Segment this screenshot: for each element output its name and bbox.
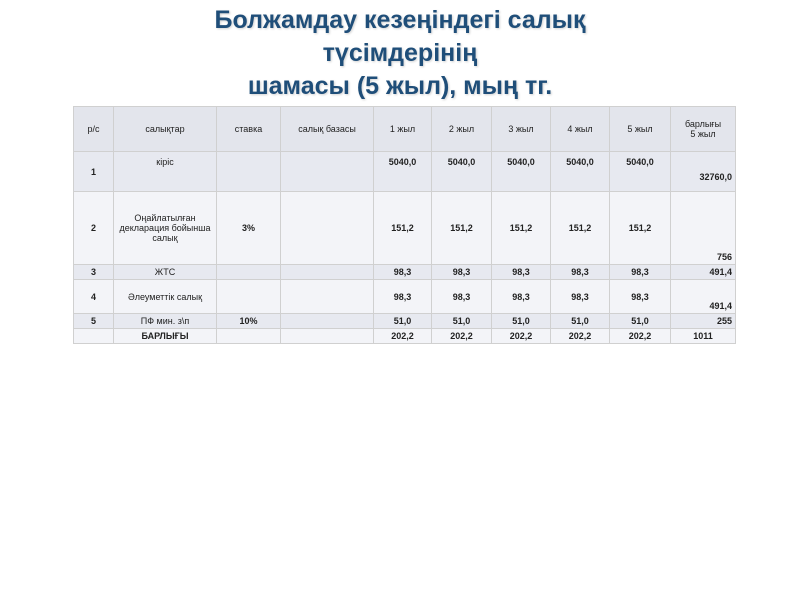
header-total-line-2: 5 жыл: [690, 129, 716, 139]
header-num: р/с: [74, 107, 114, 152]
cell-tax: Әлеуметтік салық: [114, 280, 217, 314]
cell-year-1: 151,2: [374, 192, 432, 265]
cell-base: [281, 192, 374, 265]
tax-table-container: [73, 106, 735, 341]
cell-rate: [217, 152, 281, 192]
table-row: [74, 152, 736, 192]
cell-total: 491,4: [671, 280, 736, 314]
table-row: [74, 192, 736, 265]
cell-num: 2: [74, 192, 114, 265]
cell-year-3: 151,2: [492, 192, 551, 265]
cell-year-3: 98,3: [492, 280, 551, 314]
cell-rate: 10%: [217, 314, 281, 329]
cell-year-4: 98,3: [551, 280, 610, 314]
cell-tax: БАРЛЫҒЫ: [114, 329, 217, 344]
header-year-4: 4 жыл: [551, 107, 610, 152]
cell-year-2: 51,0: [432, 314, 492, 329]
cell-year-5: 5040,0: [610, 152, 671, 192]
cell-year-2: 98,3: [432, 265, 492, 280]
cell-year-1: 5040,0: [374, 152, 432, 192]
cell-num: 1: [74, 152, 114, 192]
cell-base: [281, 265, 374, 280]
cell-year-3: 98,3: [492, 265, 551, 280]
table-row: [74, 280, 736, 314]
title-line-3: шамасы (5 жыл), мың тг.: [247, 72, 553, 100]
cell-total: 255: [671, 314, 736, 329]
cell-rate: [217, 329, 281, 344]
header-year-1: 1 жыл: [374, 107, 432, 152]
header-total-line-1: барлығы: [684, 119, 722, 129]
cell-year-4: 5040,0: [551, 152, 610, 192]
cell-year-4: 98,3: [551, 265, 610, 280]
cell-num: [74, 329, 114, 344]
cell-num: 4: [74, 280, 114, 314]
table-row: [74, 329, 736, 344]
header-base: салық базасы: [281, 107, 374, 152]
header-total: [671, 107, 736, 152]
cell-rate: [217, 265, 281, 280]
cell-year-3: 51,0: [492, 314, 551, 329]
cell-tax: Оңайлатылған декларация бойынша салық: [114, 192, 217, 265]
cell-year-2: 202,2: [432, 329, 492, 344]
header-year-5: 5 жыл: [610, 107, 671, 152]
cell-rate: [217, 280, 281, 314]
header-rate: ставка: [217, 107, 281, 152]
cell-year-1: 98,3: [374, 265, 432, 280]
cell-rate: 3%: [217, 192, 281, 265]
cell-year-1: 98,3: [374, 280, 432, 314]
table-row: [74, 314, 736, 329]
cell-year-3: 5040,0: [492, 152, 551, 192]
cell-year-2: 151,2: [432, 192, 492, 265]
cell-num: 3: [74, 265, 114, 280]
cell-total: 491,4: [671, 265, 736, 280]
cell-tax: ПФ мин. з\п: [114, 314, 217, 329]
cell-tax: кіріс: [114, 152, 217, 192]
tax-table: [73, 106, 736, 344]
cell-total: 1011: [671, 329, 736, 344]
cell-year-4: 202,2: [551, 329, 610, 344]
header-tax: салықтар: [114, 107, 217, 152]
cell-total: 756: [671, 192, 736, 265]
cell-tax: ЖТС: [114, 265, 217, 280]
cell-year-3: 202,2: [492, 329, 551, 344]
cell-year-5: 98,3: [610, 280, 671, 314]
cell-year-4: 151,2: [551, 192, 610, 265]
cell-year-2: 5040,0: [432, 152, 492, 192]
title-line-1: Болжамдау кезеңіндегі салық: [214, 6, 586, 34]
table-header-row: [74, 107, 736, 152]
table-row: [74, 265, 736, 280]
cell-base: [281, 152, 374, 192]
cell-num: 5: [74, 314, 114, 329]
cell-year-5: 202,2: [610, 329, 671, 344]
header-year-3: 3 жыл: [492, 107, 551, 152]
header-year-2: 2 жыл: [432, 107, 492, 152]
cell-year-5: 98,3: [610, 265, 671, 280]
cell-year-5: 151,2: [610, 192, 671, 265]
cell-base: [281, 280, 374, 314]
cell-base: [281, 314, 374, 329]
cell-year-5: 51,0: [610, 314, 671, 329]
cell-year-1: 51,0: [374, 314, 432, 329]
cell-year-4: 51,0: [551, 314, 610, 329]
title-line-2: түсімдерінің: [322, 39, 478, 67]
cell-year-1: 202,2: [374, 329, 432, 344]
cell-year-2: 98,3: [432, 280, 492, 314]
cell-base: [281, 329, 374, 344]
slide-title: [100, 4, 700, 103]
cell-total: 32760,0: [671, 152, 736, 192]
